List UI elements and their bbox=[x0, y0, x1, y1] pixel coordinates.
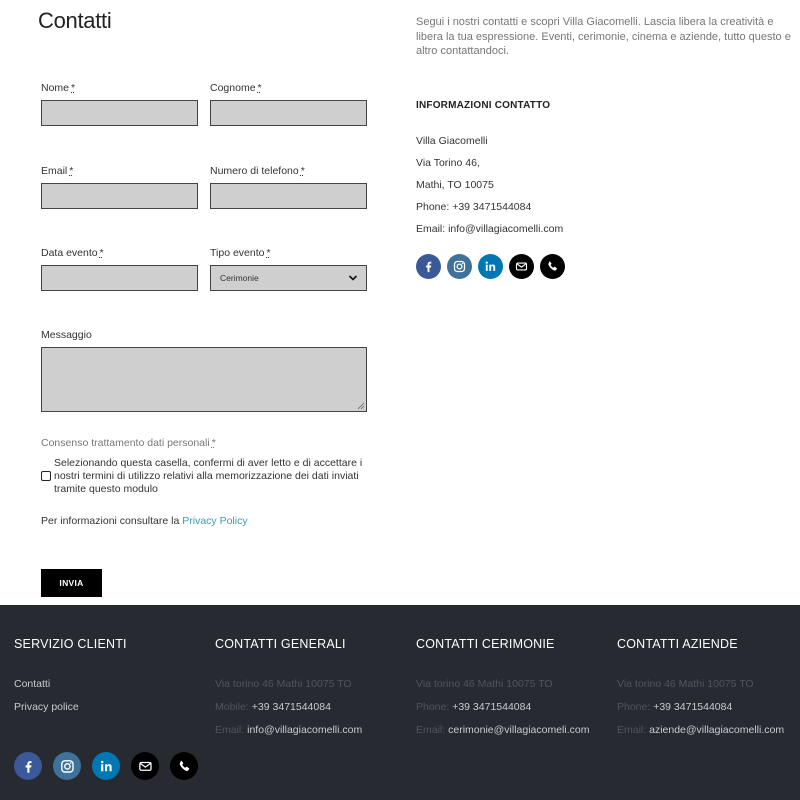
footer-aziende-phone bbox=[617, 701, 732, 713]
footer-phone-value: +39 3471544084 bbox=[653, 701, 733, 713]
messaggio-label bbox=[41, 329, 92, 341]
consent-checkbox[interactable] bbox=[41, 471, 51, 481]
mail-icon[interactable] bbox=[509, 254, 534, 279]
footer-phone-label: Phone: bbox=[416, 701, 450, 713]
data-evento-field[interactable] bbox=[41, 265, 198, 291]
info-phone: Phone: +39 3471544084 bbox=[416, 201, 532, 213]
cognome-field[interactable] bbox=[210, 100, 367, 126]
required-mark: * bbox=[300, 165, 305, 177]
data-evento-label-text: Data evento bbox=[41, 247, 98, 259]
consent-title bbox=[41, 437, 216, 449]
messaggio-label-text: Messaggio bbox=[41, 329, 92, 341]
submit-button[interactable]: INVIA bbox=[41, 569, 102, 597]
footer-cerimonie-address: Via torino 46 Mathi 10075 TO bbox=[416, 678, 553, 690]
privacy-policy-link[interactable]: Privacy Policy bbox=[182, 515, 248, 527]
telefono-input[interactable] bbox=[211, 184, 366, 208]
linkedin-icon[interactable] bbox=[478, 254, 503, 279]
footer-heading-servizio: SERVIZIO CLIENTI bbox=[14, 637, 127, 651]
footer-col-cerimonie bbox=[416, 637, 555, 651]
cognome-label bbox=[210, 82, 262, 94]
facebook-icon[interactable] bbox=[14, 752, 42, 780]
data-evento-input[interactable] bbox=[42, 266, 197, 290]
chevron-down-icon bbox=[348, 273, 358, 283]
footer-aziende-address: Via torino 46 Mathi 10075 TO bbox=[617, 678, 754, 690]
footer-heading-cerimonie: CONTATTI CERIMONIE bbox=[416, 637, 555, 651]
tipo-evento-value: Cerimonie bbox=[220, 273, 259, 283]
info-social-icons bbox=[416, 254, 565, 279]
info-city: Mathi, TO 10075 bbox=[416, 179, 494, 191]
footer-link-contatti[interactable]: Contatti bbox=[14, 678, 51, 690]
footer-heading-aziende: CONTATTI AZIENDE bbox=[617, 637, 738, 651]
footer-link-privacy[interactable]: Privacy police bbox=[14, 701, 79, 713]
privacy-prefix: Per informazioni consultare la bbox=[41, 515, 180, 527]
phone-icon[interactable] bbox=[170, 752, 198, 780]
linkedin-icon[interactable] bbox=[92, 752, 120, 780]
telefono-label-text: Numero di telefono bbox=[210, 165, 299, 177]
info-heading: INFORMAZIONI CONTATTO bbox=[416, 100, 551, 111]
consent-text: Selezionando questa casella, confermi di aver letto e di accettare i nostri termini di utilizzo relativi alla memorizzazione dei dati inviati tramite questo modulo bbox=[54, 457, 363, 496]
required-mark: * bbox=[266, 247, 271, 259]
footer-col-servizio bbox=[14, 637, 127, 651]
tipo-evento-label bbox=[210, 247, 271, 259]
privacy-line bbox=[41, 515, 248, 527]
footer-phone-value: +39 3471544084 bbox=[251, 701, 331, 713]
footer-email-value: info@villagiacomelli.com bbox=[247, 724, 363, 736]
cognome-label-text: Cognome bbox=[210, 82, 256, 94]
email-label bbox=[41, 165, 73, 177]
instagram-icon[interactable] bbox=[447, 254, 472, 279]
nome-field[interactable] bbox=[41, 100, 198, 126]
nome-label-text: Nome bbox=[41, 82, 70, 94]
footer-generali-email bbox=[215, 724, 362, 736]
required-mark: * bbox=[69, 165, 74, 177]
nome-input[interactable] bbox=[42, 101, 197, 125]
data-evento-label bbox=[41, 247, 104, 259]
footer-generali-address: Via torino 46 Mathi 10075 TO bbox=[215, 678, 352, 690]
consent-title-text: Consenso trattamento dati personali bbox=[41, 437, 210, 449]
nome-label bbox=[41, 82, 75, 94]
telefono-label bbox=[210, 165, 305, 177]
intro-text: Segui i nostri contatti e scopri Villa Giacomelli. Lascia libera la creatività e libera la tua espressione. Eventi, cerimonie, cinema e aziende, tutto questo e altro contattandoci. bbox=[416, 16, 791, 58]
footer-cerimonie-phone bbox=[416, 701, 531, 713]
info-email: Email: info@villagiacomelli.com bbox=[416, 223, 564, 235]
mail-icon[interactable] bbox=[131, 752, 159, 780]
footer-col-generali bbox=[215, 637, 346, 651]
footer-social-icons bbox=[14, 752, 198, 780]
footer-email-value: aziende@villagiacomelli.com bbox=[649, 724, 785, 736]
page-title: Contatti bbox=[38, 8, 112, 33]
footer-phone-value: +39 3471544084 bbox=[452, 701, 532, 713]
footer-aziende-email bbox=[617, 724, 784, 736]
messaggio-textarea[interactable] bbox=[41, 347, 367, 412]
instagram-icon[interactable] bbox=[53, 752, 81, 780]
email-field[interactable] bbox=[41, 183, 198, 209]
footer-email-label: Email: bbox=[416, 724, 446, 736]
required-mark: * bbox=[71, 82, 76, 94]
required-mark: * bbox=[257, 82, 262, 94]
footer bbox=[0, 605, 800, 800]
cognome-input[interactable] bbox=[211, 101, 366, 125]
footer-phone-label: Phone: bbox=[617, 701, 651, 713]
required-mark: * bbox=[99, 247, 104, 259]
required-mark: * bbox=[211, 437, 216, 449]
footer-email-label: Email: bbox=[215, 724, 245, 736]
tipo-evento-select[interactable] bbox=[210, 265, 367, 291]
footer-phone-label: Mobile: bbox=[215, 701, 249, 713]
footer-cerimonie-email bbox=[416, 724, 589, 736]
tipo-evento-label-text: Tipo evento bbox=[210, 247, 265, 259]
info-name: Villa Giacomelli bbox=[416, 135, 488, 147]
footer-col-aziende bbox=[617, 637, 738, 651]
email-label-text: Email bbox=[41, 165, 68, 177]
footer-email-value: cerimonie@villagiacomeli.com bbox=[448, 724, 590, 736]
resize-grip-icon[interactable] bbox=[357, 402, 365, 410]
footer-generali-phone bbox=[215, 701, 331, 713]
info-street: Via Torino 46, bbox=[416, 157, 480, 169]
email-input[interactable] bbox=[42, 184, 197, 208]
facebook-icon[interactable] bbox=[416, 254, 441, 279]
phone-icon[interactable] bbox=[540, 254, 565, 279]
footer-email-label: Email: bbox=[617, 724, 647, 736]
telefono-field[interactable] bbox=[210, 183, 367, 209]
footer-heading-generali: CONTATTI GENERALI bbox=[215, 637, 346, 651]
